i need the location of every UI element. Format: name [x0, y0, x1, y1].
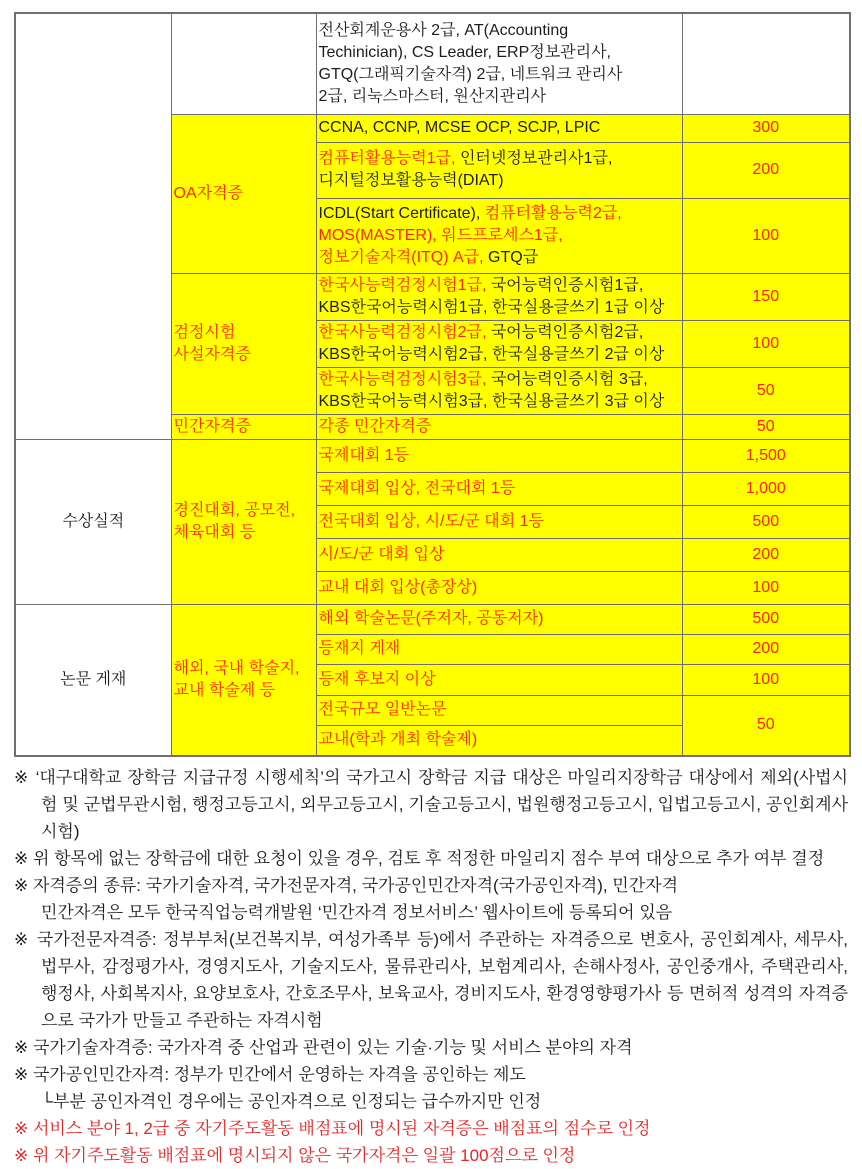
table-cell — [682, 571, 850, 604]
table-cell — [682, 142, 850, 198]
footnote: ※ 서비스 분야 1, 2급 중 자기주도활동 배점표에 명시된 자격증은 배점표의 점수로 인정 — [14, 1119, 651, 1138]
table-cell — [316, 472, 682, 505]
cell-text-line — [319, 577, 680, 599]
cell-text: CCNA, CCNP, MCSE OCP, SCJP, LPIC — [318, 119, 601, 136]
table-cell — [316, 664, 682, 695]
table-cell — [682, 320, 850, 367]
mileage-score-table — [14, 12, 851, 757]
highlighted-text: 해외, 국내 학술지, — [173, 659, 300, 677]
table-cell — [316, 142, 682, 198]
cell-text-line — [319, 344, 680, 366]
highlighted-text: 50 — [756, 417, 775, 435]
cell-text-line — [319, 247, 680, 269]
cell-text: 전산회계운용사 2급, AT(Accounting — [318, 21, 569, 39]
highlighted-text: 100 — [752, 334, 780, 352]
highlighted-text: 등재 후보지 이상 — [318, 670, 436, 688]
table-cell — [682, 538, 850, 571]
cell-text-line — [319, 225, 680, 247]
mileage-table-body — [15, 13, 850, 756]
cell-text: KBS한국어능력시험3급, 한국실용글쓰기 3급 이상 — [318, 392, 665, 410]
footnote: ※ 국가전문자격증: 정부부처(보건복지부, 여성가족부 등)에서 주관하는 자격증으로 변호사, 공인회계사, 세무사, 법무사, 감정평가사, 경영지도사, 기술지도사, 물류관리사, 보험계리사, 손해사정사, 공인중개사, 주택관리사, 행정사, 사회복지사, 요양보호사, 간호조무사, 보육교사, 경비지도사, 환경영향평가사 등 면허적 성격의 자격증으로 국가가 만들고 주관하는 자격시험 — [14, 930, 848, 1030]
highlighted-text: 50 — [756, 381, 775, 399]
cell-text: 2급, 리눅스마스터, 원산지관리사 — [318, 87, 547, 105]
cell-text-line — [319, 416, 680, 438]
cell-text: 수상실적 — [62, 512, 125, 530]
cell-text-line — [685, 117, 848, 139]
cell-text-line — [685, 544, 848, 566]
table-cell — [316, 571, 682, 604]
footnote-list — [14, 764, 848, 1169]
highlighted-text: 시/도/군 대회 입상 — [318, 545, 445, 563]
cell-text-line — [174, 183, 314, 205]
highlighted-text: MOS(MASTER), 워드프로세스1급, — [318, 226, 563, 244]
cell-text-line — [319, 445, 680, 467]
cell-text-line — [319, 729, 680, 751]
footnote: ※ 위 자기주도활동 배점표에 명시되지 않은 국가자격은 일괄 100점으로 인정 — [14, 1146, 576, 1165]
highlighted-text: 전국규모 일반논문 — [318, 701, 447, 718]
table-cell — [316, 320, 682, 367]
cell-text: GTQ급 — [483, 248, 539, 266]
table-cell — [682, 664, 850, 695]
table-cell — [316, 439, 682, 472]
cell-text-line — [319, 64, 680, 86]
cell-text-line — [319, 86, 680, 108]
cell-text-line — [319, 369, 680, 391]
highlighted-text: 해외 학술논문(주저자, 공동저자) — [318, 610, 544, 627]
cell-text-line — [319, 170, 680, 192]
footnote: ※ ‘대구대학교 장학금 지급규정 시행세칙’의 국가고시 장학금 지급 대상은 마일리지장학금 대상에서 제외(사법시험 및 군법무관시험, 행정고등고시, 외무고등고시, 기술고등고시, 법원행정고등고시, 입법고등고시, 공인회계사시험) — [14, 768, 848, 841]
highlighted-text: 200 — [752, 545, 780, 563]
cell-text: Techinician), CS Leader, ERP정보관리사, — [318, 43, 611, 61]
table-cell — [682, 367, 850, 414]
highlighted-text: OA자격증 — [173, 184, 243, 202]
table-cell — [316, 725, 682, 756]
highlighted-text: 사설자격증 — [173, 345, 251, 363]
table-cell — [682, 13, 850, 114]
cell-text: KBS한국어능력시험2급, 한국실용글쓰기 2급 이상 — [318, 345, 665, 363]
highlighted-text: 교내 학술제 등 — [173, 681, 276, 699]
table-cell — [171, 273, 316, 414]
highlighted-text: 150 — [752, 287, 780, 305]
table-cell — [682, 114, 850, 142]
highlighted-text: 교내(학과 개최 학술제) — [318, 731, 478, 749]
highlighted-text: 100 — [752, 578, 780, 596]
footnote: ※ 국가공인민간자격: 정부가 민간에서 운영하는 자격을 공인하는 제도 — [14, 1065, 526, 1084]
cell-text-line — [685, 577, 848, 599]
table-cell — [316, 604, 682, 634]
table-cell — [316, 367, 682, 414]
highlighted-text: 경진대회, 공모전, — [173, 501, 296, 519]
cell-text-line — [174, 680, 314, 702]
cell-text-line — [319, 275, 680, 297]
table-row — [15, 439, 850, 472]
highlighted-text: 500 — [752, 512, 780, 530]
table-cell — [316, 114, 682, 142]
table-cell — [171, 414, 316, 439]
highlighted-text: 정보기술자격(ITQ) A급, — [318, 248, 484, 266]
table-cell — [171, 439, 316, 604]
cell-text-line — [319, 117, 680, 139]
table-cell — [316, 695, 682, 725]
footnote: ※ 자격증의 종류: 국가기술자격, 국가전문자격, 국가공인민간자격(국가공인자격), 민간자격 — [14, 876, 678, 895]
cell-text: 국어능력인증시험 3급, — [486, 370, 648, 388]
cell-text-line — [685, 333, 848, 355]
cell-text-line — [174, 522, 314, 544]
table-row — [15, 604, 850, 634]
cell-text: 논문 게재 — [60, 670, 127, 688]
table-cell — [15, 13, 171, 439]
highlighted-text: 컴퓨터활용능력1급, — [318, 150, 456, 167]
cell-text-line — [174, 322, 314, 344]
table-row — [15, 13, 850, 114]
table-cell — [682, 472, 850, 505]
cell-text-line — [319, 669, 680, 691]
table-cell — [15, 604, 171, 756]
cell-text: KBS한국어능력시험1급, 한국실용글쓰기 1급 이상 — [318, 298, 665, 316]
cell-text-line — [174, 500, 314, 522]
cell-text-line — [319, 203, 680, 225]
cell-text: ICDL(Start Certificate), — [318, 204, 481, 222]
cell-text-line — [685, 286, 848, 308]
cell-text-line — [685, 380, 848, 402]
table-cell — [682, 604, 850, 634]
highlighted-text: 등재지 게재 — [318, 640, 401, 657]
highlighted-text: 한국사능력검정시험1급, — [318, 276, 487, 294]
cell-text: 디지털정보활용능력(DIAT) — [318, 172, 504, 189]
highlighted-text: 국제대회 1등 — [318, 446, 410, 464]
table-cell — [682, 273, 850, 320]
cell-text-line — [319, 608, 680, 630]
cell-text-line — [174, 344, 314, 366]
table-cell — [682, 505, 850, 538]
cell-text-line — [319, 297, 680, 319]
cell-text-line — [319, 20, 680, 42]
highlighted-text: 교내 대회 입상(총장상) — [318, 578, 478, 596]
cell-text-line — [685, 159, 848, 181]
table-cell — [682, 634, 850, 664]
table-cell — [171, 114, 316, 273]
highlighted-text: 각종 민간자격증 — [318, 417, 432, 435]
cell-text: 국어능력인증시험2급, — [486, 323, 644, 341]
cell-text-line — [174, 416, 314, 438]
cell-text-line — [685, 638, 848, 660]
table-cell — [316, 414, 682, 439]
highlighted-text: 국제대회 입상, 전국대회 1등 — [318, 479, 516, 497]
highlighted-text: 민간자격증 — [173, 417, 251, 435]
cell-text: GTQ(그래픽기술자격) 2급, 네트워크 관리사 — [318, 65, 623, 83]
cell-text-line — [319, 42, 680, 64]
table-cell — [316, 505, 682, 538]
table-cell — [316, 13, 682, 114]
table-cell — [316, 273, 682, 320]
cell-text-line — [319, 699, 680, 721]
highlighted-text: 500 — [752, 610, 780, 627]
cell-text-line — [685, 478, 848, 500]
table-cell — [15, 439, 171, 604]
footnote: ※ 국가기술자격증: 국가자격 중 산업과 관련이 있는 기술·기능 및 서비스 분야의 자격 — [14, 1038, 633, 1057]
cell-text-line — [319, 638, 680, 660]
cell-text-line — [319, 322, 680, 344]
cell-text-line — [18, 511, 169, 533]
cell-text-line — [685, 511, 848, 533]
highlighted-text: 1,500 — [745, 446, 786, 464]
table-cell — [316, 634, 682, 664]
cell-text-line — [685, 714, 848, 736]
highlighted-text: 한국사능력검정시험3급, — [318, 370, 487, 388]
cell-text-line — [319, 148, 680, 170]
footnote: ※ 위 항목에 없는 장학금에 대한 요청이 있을 경우, 검토 후 적정한 마일리지 점수 부여 대상으로 추가 여부 결정 — [14, 849, 825, 868]
table-cell — [682, 198, 850, 273]
highlighted-text: 50 — [756, 716, 775, 734]
table-cell — [682, 695, 850, 756]
highlighted-text: 전국대회 입상, 시/도/군 대회 1등 — [318, 512, 544, 530]
highlighted-text: 컴퓨터활용능력2급, — [480, 204, 622, 222]
highlighted-text: 체육대회 등 — [173, 523, 256, 541]
cell-text: 국어능력인증시험1급, — [486, 276, 644, 294]
cell-text-line — [319, 391, 680, 413]
cell-text-line — [685, 445, 848, 467]
cell-text-line — [685, 225, 848, 247]
highlighted-text: 300 — [752, 119, 780, 136]
table-cell — [316, 538, 682, 571]
cell-text-line — [319, 544, 680, 566]
table-cell — [171, 604, 316, 756]
highlighted-text: 100 — [752, 226, 780, 244]
table-cell — [316, 198, 682, 273]
cell-text-line — [685, 608, 848, 630]
table-cell — [171, 13, 316, 114]
highlighted-text: 1,000 — [745, 479, 786, 497]
highlighted-text: 200 — [752, 161, 780, 178]
footnote: 민간자격은 모두 한국직업능력개발원 ‘민간자격 정보서비스’ 웹사이트에 등록되어 있음 — [41, 903, 673, 922]
cell-text-line — [174, 658, 314, 680]
highlighted-text: 한국사능력검정시험2급, — [318, 323, 487, 341]
cell-text: 인터넷정보관리사1급, — [455, 150, 613, 167]
highlighted-text: 200 — [752, 640, 780, 657]
cell-text-line — [18, 669, 169, 691]
table-cell — [682, 414, 850, 439]
cell-text-line — [319, 478, 680, 500]
cell-text-line — [685, 669, 848, 691]
highlighted-text: 100 — [752, 670, 780, 688]
cell-text-line — [319, 511, 680, 533]
footnote: └부분 공인자격인 경우에는 공인자격으로 인정되는 급수까지만 인정 — [41, 1092, 542, 1111]
cell-text-line — [685, 416, 848, 438]
table-cell — [682, 439, 850, 472]
highlighted-text: 검정시험 — [173, 323, 236, 341]
